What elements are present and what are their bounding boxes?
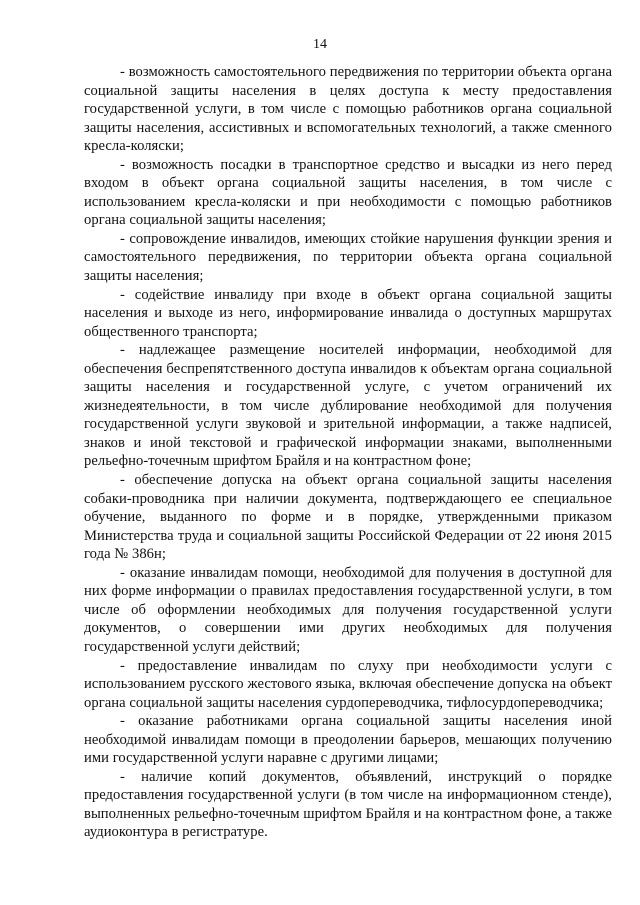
document-body xyxy=(84,63,612,842)
paragraph-information-placement: - надлежащее размещение носителей информации, необходимой для обеспечения беспрепятственного доступа инвалидов к объектам органа социальной защиты населения и государственной услуге, с учетом ограничений их жизнедеятельности, в том числе дублирование необходимой для получения государственной услуги звуковой и зрительной информации, а также надписей, знаков и иной текстовой и графической информации знаками, выполненными рельефно-точечным шрифтом Брайля и на контрастном фоне; xyxy=(84,342,612,470)
paragraph-information-assistance: - оказание инвалидам помощи, необходимой для получения в доступной для них форме информации о правилах предоставления государственной услуги, в том числе об оформлении необходимых для получения государственной услуги документов, о совершении ими других необходимых для получения государственной услуги действий; xyxy=(84,564,612,655)
paragraph-guide-dog-admission: - обеспечение допуска на объект органа социальной защиты населения собаки-проводника при наличии документа, подтверждающего ее специальное обучение, выданного по форме и в порядке, утвержденными приказом Министерства труда и социальной защиты Российской Федерации от 22 июня 2015 года № 386н; xyxy=(84,472,612,563)
paragraph-boarding-transport: - возможность посадки в транспортное средство и высадки из него перед входом в объект органа социальной защиты населения, в том числе с использованием кресла-коляски и при необходимости с помощью работников органа социальной защиты населения; xyxy=(84,156,612,229)
paragraph-barrier-assistance: - оказание работниками органа социальной защиты населения иной необходимой инвалидам помощи в преодолении барьеров, мешающих получению ими государственной услуги наравне с другими лицами; xyxy=(84,713,612,767)
paragraph-entry-assistance: - содействие инвалиду при входе в объект органа социальной защиты населения и выходе из него, информирование инвалида о доступных маршрутах общественного транспорта; xyxy=(84,286,612,340)
paragraph-sign-language: - предоставление инвалидам по слуху при необходимости услуги с использованием русского жестового языка, включая обеспечение допуска на объект органа социальной защиты населения сурдопереводчика, тифлосурдопереводчика; xyxy=(84,657,612,711)
paragraph-escort-visually-impaired: - сопровождение инвалидов, имеющих стойкие нарушения функции зрения и самостоятельного передвижения, по территории объекта органа социальной защиты населения; xyxy=(84,230,612,285)
paragraph-independent-movement: - возможность самостоятельного передвижения по территории объекта органа социальной защиты населения в целях доступа к месту предоставления государственной услуги, в том числе с помощью работников органа социальной защиты населения, ассистивных и вспомогательных технологий, а также сменного кресла-коляски; xyxy=(84,64,612,155)
paragraph-braille-documents: - наличие копий документов, объявлений, инструкций о порядке предоставления государственной услуги (в том числе на информационном стенде), выполненных рельефно-точечным шрифтом Брайля и на контрастном фоне, а также аудиоконтура в регистратуре. xyxy=(84,768,612,841)
page-number: 14 xyxy=(313,37,327,52)
